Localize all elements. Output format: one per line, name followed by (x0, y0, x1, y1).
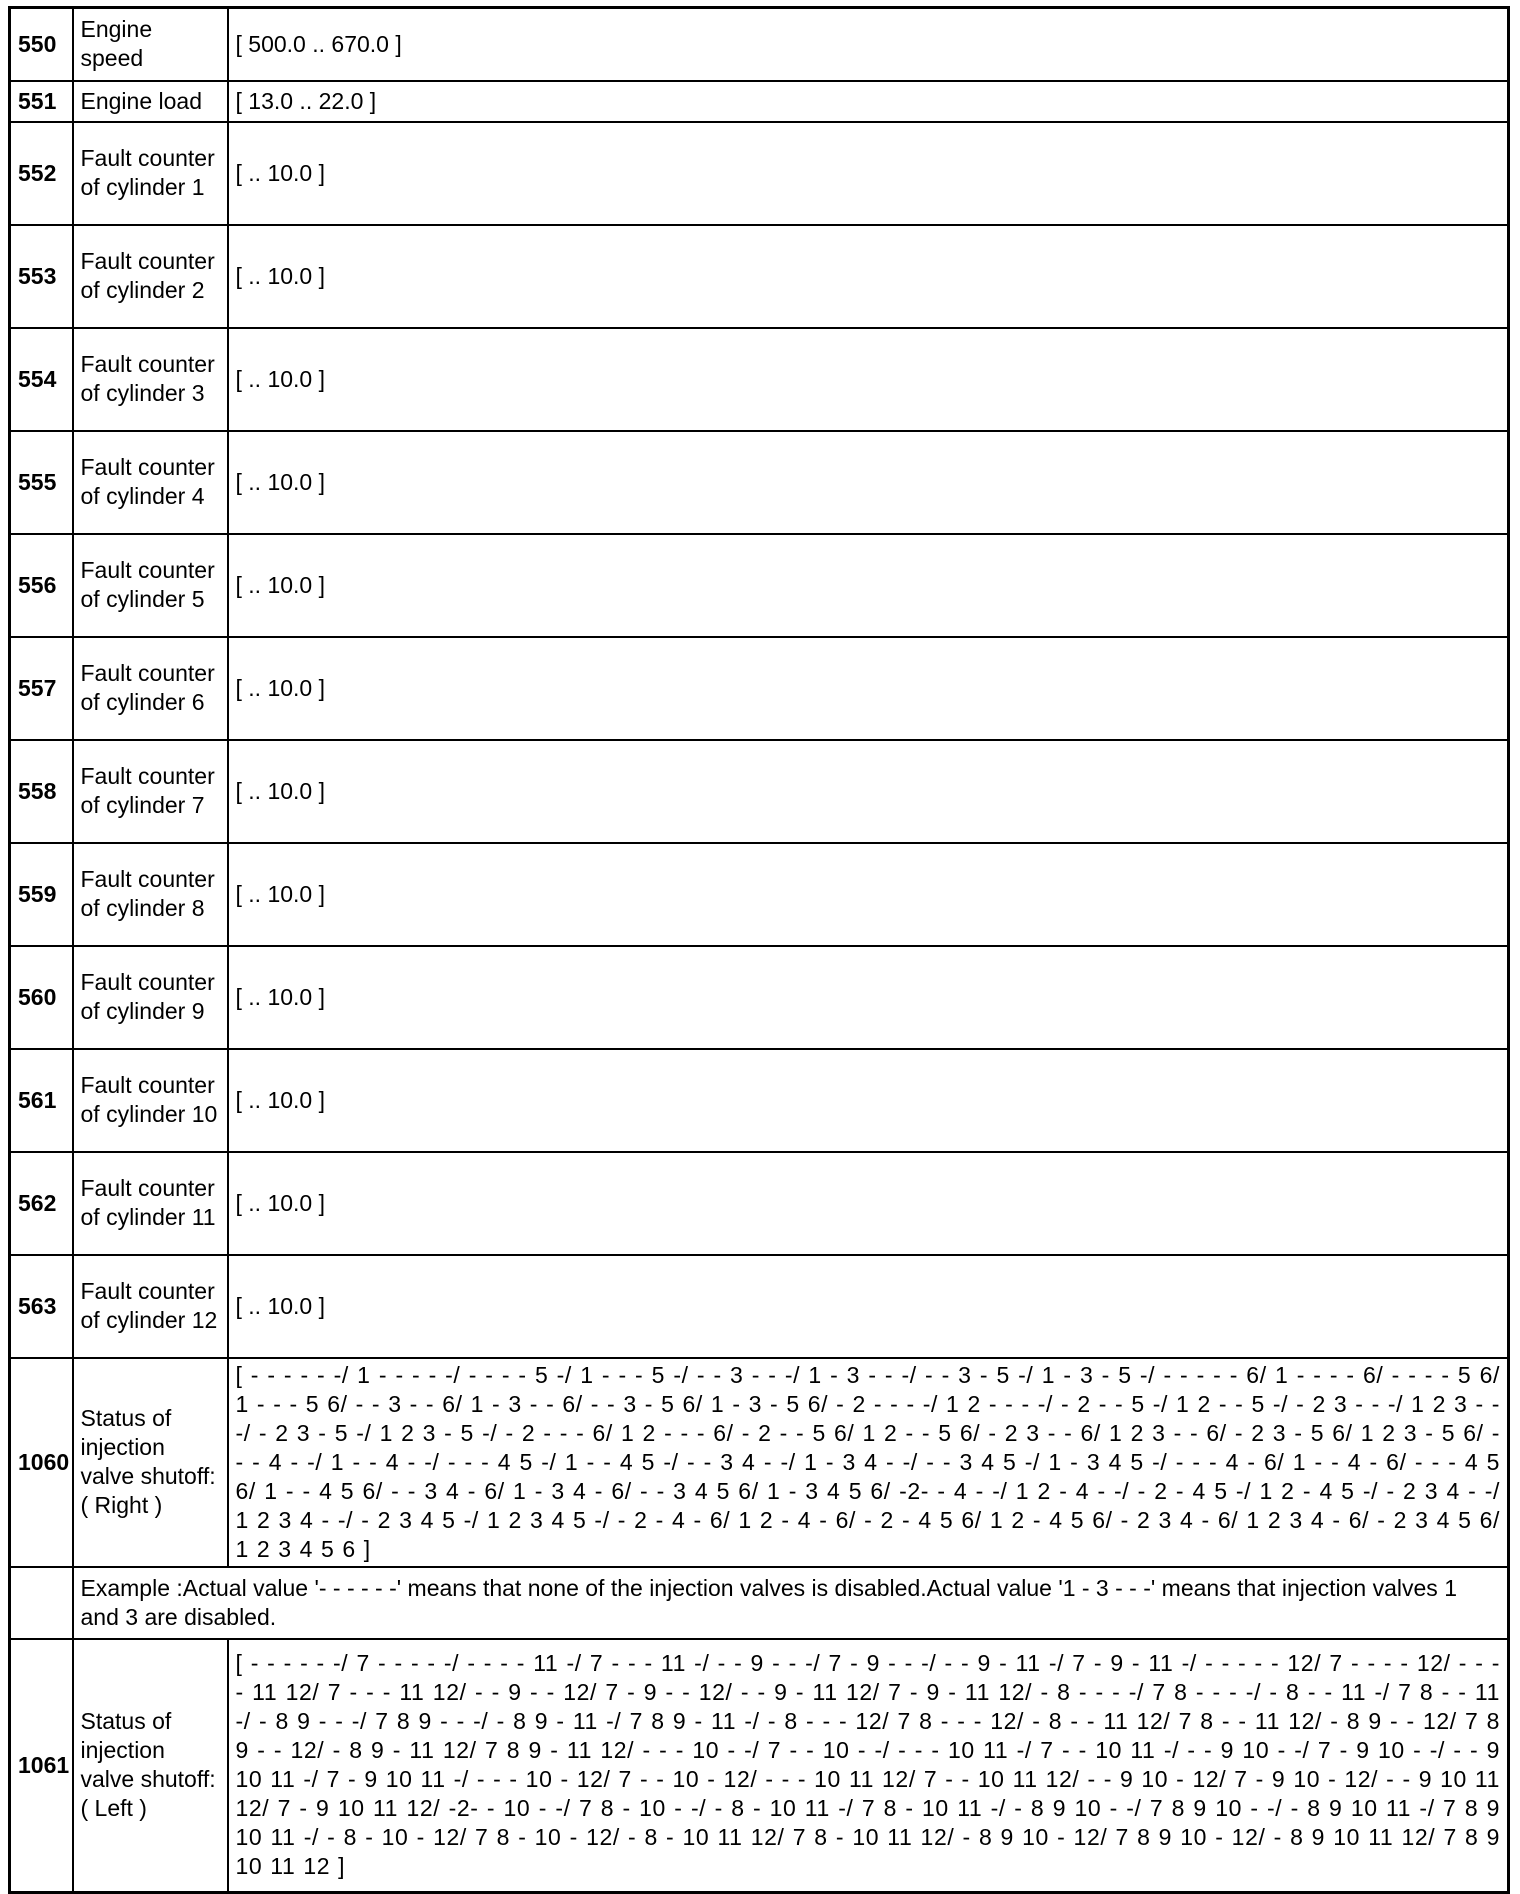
row-value: [ - - - - - -/ 7 - - - - -/ - - - - 11 -/ 7 - - - 11 -/ - - 9 - - -/ 7 - 9 - - -/ - - 9 - 11 -/ 7 - 9 - 11 -/ - - - - - 12/ 7 - - - - 12/ - - - - 11 12/ 7 - - - 11 12/ - - 9 - - 12/ 7 - 9 - - 12/ - - 9 - 11 12/ 7 - 9 - 11 12/ - 8 - - - -/ 7 8 - - - -/ - 8 - - 11 -/ 7 8 - - 11 -/ - 8 9 - - -/ 7 8 9 - - -/ - 8 9 - 11 -/ 7 8 9 - 11 -/ - 8 - - - 12/ 7 8 - - - 12/ - 8 - - 11 12/ 7 8 - - 11 12/ - 8 9 - - 12/ 7 8 9 - - 12/ - 8 9 - 11 12/ 7 8 9 - 11 12/ - - - 10 - -/ 7 - - 10 - -/ - - - 10 11 -/ 7 - - 10 11 -/ - - 9 10 - -/ 7 - 9 10 - -/ - - 9 10 11 -/ 7 - 9 10 11 -/ - - - 10 - 12/ 7 - - 10 - 12/ - - - 10 11 12/ 7 - - 10 11 12/ - - 9 10 - 12/ 7 - 9 10 - 12/ - - 9 10 11 12/ 7 - 9 10 11 12/ -2- - 10 - -/ 7 8 - 10 - -/ - 8 - 10 11 -/ 7 8 - 10 11 -/ - 8 9 10 - -/ 7 8 9 10 - -/ - 8 9 10 11 -/ 7 8 9 10 11 -/ - 8 - 10 - 12/ 7 8 - 10 - 12/ - 8 - 10 11 12/ 7 8 - 10 11 12/ - 8 9 10 - 12/ 7 8 9 10 - 12/ - 8 9 10 11 12/ 7 8 9 10 11 12 ] (228, 1639, 1509, 1893)
row-id: 559 (10, 843, 73, 946)
row-value: [ .. 10.0 ] (228, 1049, 1509, 1152)
row-id: 550 (10, 8, 73, 81)
row-value: [ .. 10.0 ] (228, 122, 1509, 225)
row-id: 1061 (10, 1639, 73, 1893)
table-row (10, 1358, 1509, 1567)
table-row (10, 431, 1509, 534)
row-name: Fault counter of cylinder 2 (73, 225, 228, 328)
table-row (10, 225, 1509, 328)
row-name: Fault counter of cylinder 11 (73, 1152, 228, 1255)
table-row (10, 637, 1509, 740)
row-id: 563 (10, 1255, 73, 1358)
row-name: Fault counter of cylinder 6 (73, 637, 228, 740)
row-id: 558 (10, 740, 73, 843)
row-id: 555 (10, 431, 73, 534)
row-name: Engine load (73, 81, 228, 122)
table-row (10, 1255, 1509, 1358)
row-value: [ 13.0 .. 22.0 ] (228, 81, 1509, 122)
row-id: 551 (10, 81, 73, 122)
row-name: Status of injection valve shutoff: ( Left ) (73, 1639, 228, 1893)
row-id: 553 (10, 225, 73, 328)
row-name: Fault counter of cylinder 4 (73, 431, 228, 534)
row-name: Fault counter of cylinder 8 (73, 843, 228, 946)
row-id (10, 1567, 73, 1639)
row-value: [ .. 10.0 ] (228, 431, 1509, 534)
row-value: [ - - - - - -/ 1 - - - - -/ - - - - 5 -/ 1 - - - 5 -/ - - 3 - - -/ 1 - 3 - - -/ - - 3 - 5 -/ 1 - 3 - 5 -/ - - - - - 6/ 1 - - - - 6/ - - - - 5 6/ 1 - - - 5 6/ - - 3 - - 6/ 1 - 3 - - 6/ - - 3 - 5 6/ 1 - 3 - 5 6/ - 2 - - - -/ 1 2 - - - -/ - 2 - - 5 -/ 1 2 - - 5 -/ - 2 3 - - -/ 1 2 3 - - -/ - 2 3 - 5 -/ 1 2 3 - 5 -/ - 2 - - - 6/ 1 2 - - - 6/ - 2 - - 5 6/ 1 2 - - 5 6/ - 2 3 - - 6/ 1 2 3 - - 6/ - 2 3 - 5 6/ 1 2 3 - 5 6/ - - - 4 - -/ 1 - - 4 - -/ - - - 4 5 -/ 1 - - 4 5 -/ - - 3 4 - -/ 1 - 3 4 - -/ - - 3 4 5 -/ 1 - 3 4 5 -/ - - - 4 - 6/ 1 - - 4 - 6/ - - - 4 5 6/ 1 - - 4 5 6/ - - 3 4 - 6/ 1 - 3 4 - 6/ - - 3 4 5 6/ 1 - 3 4 5 6/ -2- - 4 - -/ 1 2 - 4 - -/ - 2 - 4 5 -/ 1 2 - 4 5 -/ - 2 3 4 - -/ 1 2 3 4 - -/ - 2 3 4 5 -/ 1 2 3 4 5 -/ - 2 - 4 - 6/ 1 2 - 4 - 6/ - 2 - 4 5 6/ 1 2 - 4 5 6/ - 2 3 4 - 6/ 1 2 3 4 - 6/ - 2 3 4 5 6/ 1 2 3 4 5 6 ] (228, 1358, 1509, 1567)
row-id: 562 (10, 1152, 73, 1255)
row-value: [ .. 10.0 ] (228, 1255, 1509, 1358)
row-value: [ .. 10.0 ] (228, 946, 1509, 1049)
example-note: Example :Actual value '- - - - - -' means that none of the injection valves is disabled.Actual value '1 - 3 - - -' means that injection valves 1 and 3 are disabled. (73, 1567, 1509, 1639)
row-name: Fault counter of cylinder 10 (73, 1049, 228, 1152)
row-name: Fault counter of cylinder 7 (73, 740, 228, 843)
row-name: Fault counter of cylinder 12 (73, 1255, 228, 1358)
table-row (10, 843, 1509, 946)
table-row (10, 1567, 1509, 1639)
row-value: [ .. 10.0 ] (228, 1152, 1509, 1255)
row-value: [ .. 10.0 ] (228, 225, 1509, 328)
row-id: 556 (10, 534, 73, 637)
row-id: 552 (10, 122, 73, 225)
row-id: 561 (10, 1049, 73, 1152)
row-name: Fault counter of cylinder 5 (73, 534, 228, 637)
table-row (10, 1152, 1509, 1255)
row-id: 557 (10, 637, 73, 740)
row-id: 560 (10, 946, 73, 1049)
parameter-table (8, 6, 1510, 1894)
row-id: 1060 (10, 1358, 73, 1567)
table-row (10, 740, 1509, 843)
row-name: Fault counter of cylinder 9 (73, 946, 228, 1049)
row-value: [ .. 10.0 ] (228, 740, 1509, 843)
row-value: [ .. 10.0 ] (228, 328, 1509, 431)
row-id: 554 (10, 328, 73, 431)
table-row (10, 81, 1509, 122)
table-row (10, 534, 1509, 637)
table-row (10, 122, 1509, 225)
row-name: Engine speed (73, 8, 228, 81)
row-value: [ .. 10.0 ] (228, 534, 1509, 637)
row-name: Status of injection valve shutoff: ( Right ) (73, 1358, 228, 1567)
table-row (10, 1049, 1509, 1152)
table-row (10, 946, 1509, 1049)
row-name: Fault counter of cylinder 1 (73, 122, 228, 225)
row-name: Fault counter of cylinder 3 (73, 328, 228, 431)
table-row (10, 328, 1509, 431)
row-value: [ 500.0 .. 670.0 ] (228, 8, 1509, 81)
row-value: [ .. 10.0 ] (228, 843, 1509, 946)
table-row (10, 8, 1509, 81)
row-value: [ .. 10.0 ] (228, 637, 1509, 740)
table-row (10, 1639, 1509, 1893)
